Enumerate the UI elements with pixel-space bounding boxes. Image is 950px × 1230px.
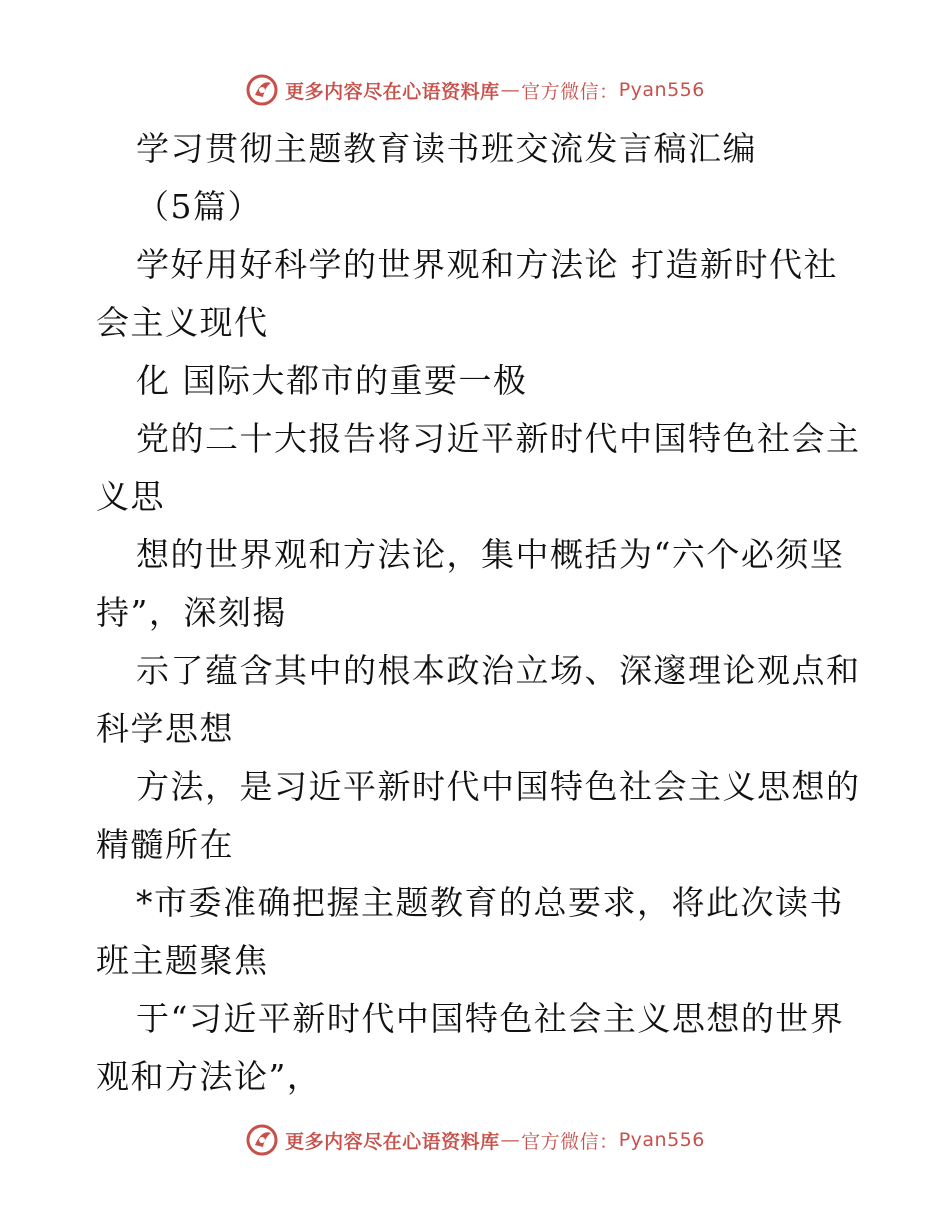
body-line: 观和方法论”， [96, 1057, 322, 1096]
body-line: 科学思想 [96, 709, 234, 748]
body-line: 想的世界观和方法论，集中概括为“六个必须坚 [136, 535, 845, 574]
body-line: 精髓所在 [96, 825, 234, 864]
body-line: *市委准确把握主题教育的总要求，将此次读书 [136, 883, 844, 922]
watermark-brand: 更多内容尽在心语资料库 [285, 80, 500, 103]
body-line: 持”，深刻揭 [96, 593, 287, 632]
document-body [96, 120, 861, 1106]
watermark-account: Pyan556 [618, 79, 705, 101]
body-line: 化 国际大都市的重要一极 [136, 361, 528, 400]
watermark-account: Pyan556 [618, 1129, 705, 1151]
watermark-label: 官方微信： [521, 80, 619, 103]
body-line: 学好用好科学的世界观和方法论 打造新时代社 [136, 245, 838, 284]
watermark-dash: — [500, 79, 521, 101]
watermark-brand: 更多内容尽在心语资料库 [285, 1130, 500, 1153]
body-line: 于“习近平新时代中国特色社会主义思想的世界 [136, 999, 845, 1038]
watermark-dash: — [500, 1129, 521, 1151]
body-line: 党的二十大报告将习近平新时代中国特色社会主 [136, 419, 861, 458]
body-line: 示了蕴含其中的根本政治立场、深邃理论观点和 [136, 651, 861, 690]
body-line: 会主义现代 [96, 303, 269, 342]
document-subtitle: （5篇） [136, 187, 262, 226]
watermark-footer [0, 1120, 950, 1160]
brand-logo-icon [245, 73, 279, 107]
document-title: 学习贯彻主题教育读书班交流发言稿汇编 [136, 129, 757, 168]
body-line: 班主题聚焦 [96, 941, 269, 980]
watermark-label: 官方微信： [521, 1130, 619, 1153]
watermark-header [0, 70, 950, 110]
brand-logo-icon [245, 1123, 279, 1157]
body-line: 方法，是习近平新时代中国特色社会主义思想的 [136, 767, 861, 806]
body-line: 义思 [96, 477, 165, 516]
